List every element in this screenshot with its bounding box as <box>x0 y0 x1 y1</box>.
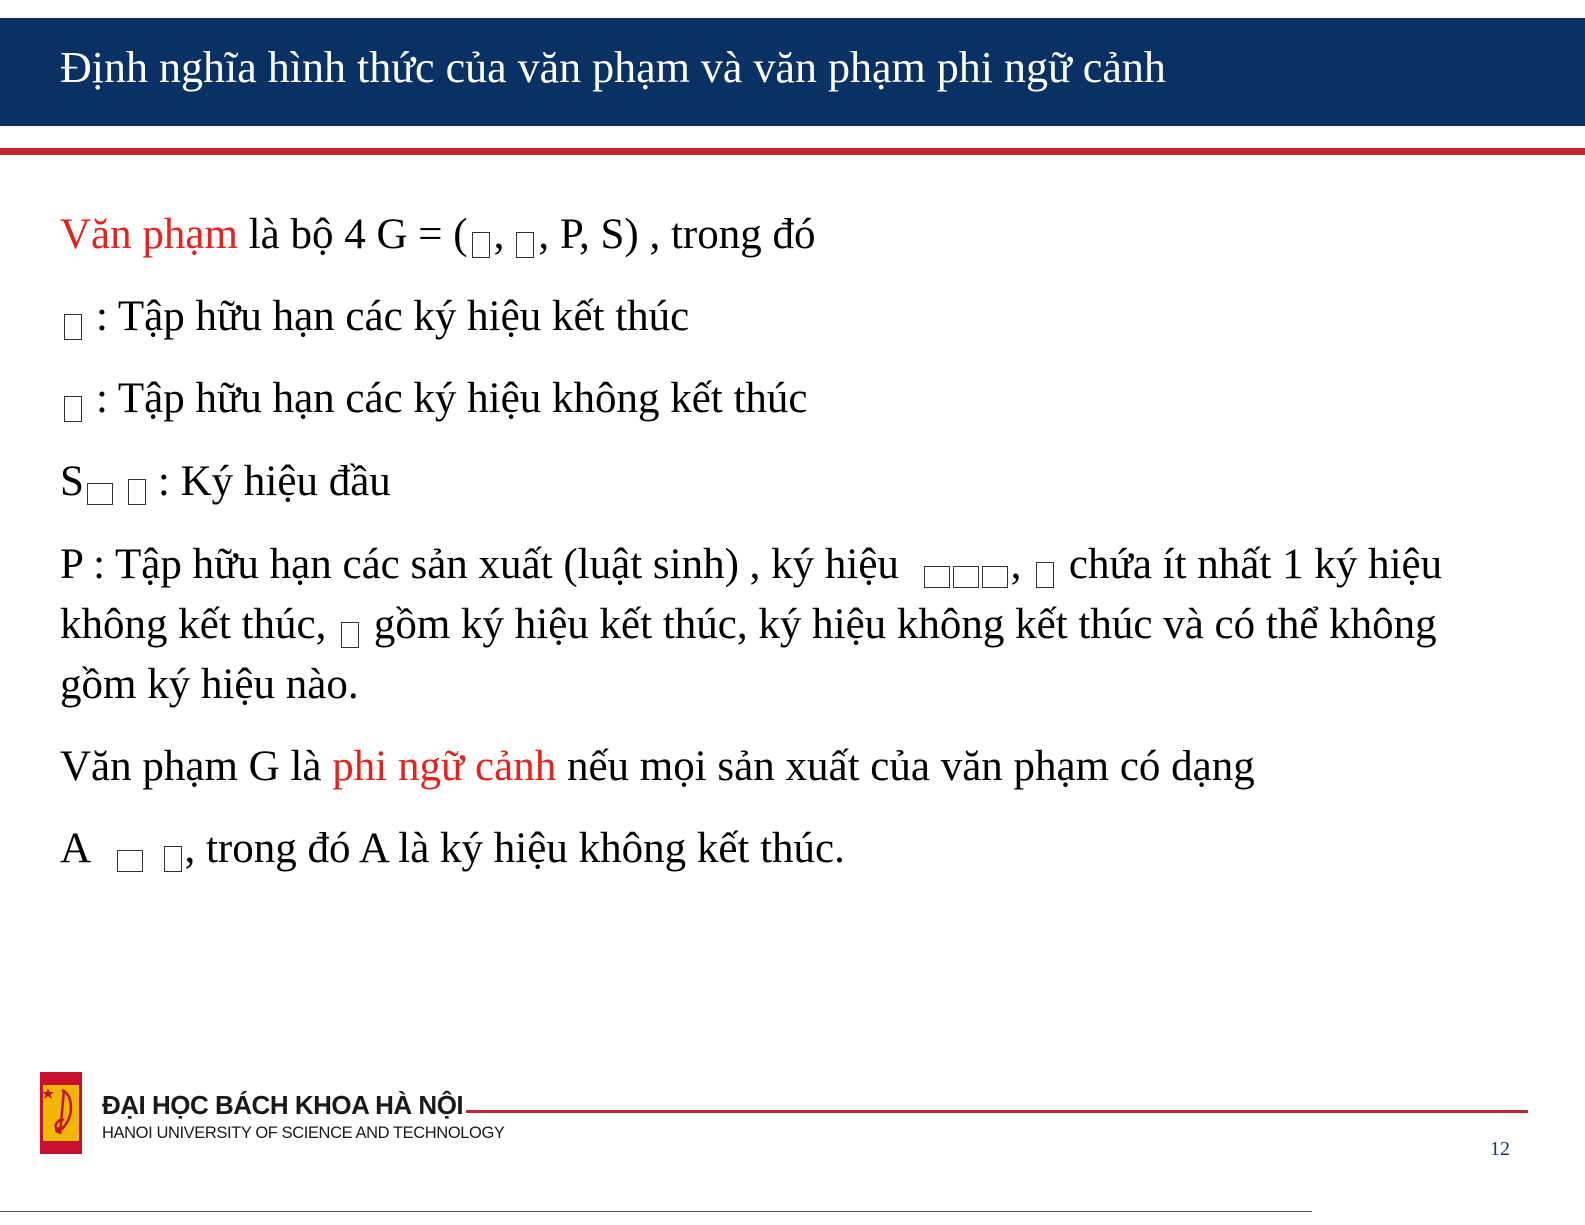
university-name-vn: ĐẠI HỌC BÁCH KHOA HÀ NỘI <box>102 1090 464 1120</box>
university-logo-icon <box>40 1072 82 1154</box>
footer-divider <box>466 1110 1528 1113</box>
missing-glyph-icon <box>128 479 146 505</box>
missing-glyph-icon <box>64 314 82 340</box>
context-free-text-2: nếu mọi sản xuất của văn phạm có dạng <box>556 743 1255 790</box>
context-free-text-1: Văn phạm G là <box>60 743 333 790</box>
missing-glyph-icon <box>953 566 979 588</box>
terminal-set-line <box>60 287 689 347</box>
missing-glyph-icon <box>117 850 143 872</box>
missing-glyph-icon <box>64 396 82 422</box>
context-free-line <box>60 737 1255 797</box>
bottom-divider <box>0 1211 1312 1212</box>
rule-form-line <box>60 819 845 879</box>
missing-glyph-icon <box>164 846 182 872</box>
definition-line <box>60 205 815 265</box>
missing-glyph-icon <box>982 566 1008 588</box>
missing-glyph-icon <box>472 232 490 258</box>
missing-glyph-icon <box>87 483 113 505</box>
rule-form-lead: A <box>60 825 100 872</box>
productions-text-1: P : Tập hữu hạn các sản xuất (luật sinh) , ký hiệu <box>60 541 910 588</box>
term-grammar: Văn phạm <box>60 211 238 258</box>
separator-text: , <box>493 211 505 258</box>
university-name-en: HANOI UNIVERSITY OF SCIENCE AND TECHNOLOGY <box>102 1124 505 1142</box>
definition-text: là bộ 4 G = ( <box>237 211 468 258</box>
missing-glyph-icon <box>924 566 950 588</box>
productions-text-3: chứa ít nhất 1 ký hiệu không kết thúc, <box>60 541 1443 648</box>
nonterminal-set-text: : Tập hữu hạn các ký hiệu không kết thúc <box>96 375 808 422</box>
missing-glyph-icon <box>516 232 534 258</box>
productions-text-4: gồm ký hiệu kết thúc, ký hiệu không kết thúc và có thể không gồm ký hiệu nào. <box>60 601 1437 708</box>
productions-paragraph <box>60 535 1520 715</box>
term-context-free: phi ngữ cảnh <box>332 743 557 790</box>
start-symbol-text: : Ký hiệu đầu <box>157 458 391 505</box>
missing-glyph-icon <box>341 622 359 648</box>
start-symbol-line <box>60 452 391 512</box>
page-number: 12 <box>1490 1138 1510 1160</box>
rule-form-text: , trong đó A là ký hiệu không kết thúc. <box>184 825 845 872</box>
definition-text-end: , P, S) , trong đó <box>538 211 816 258</box>
nonterminal-set-line <box>60 369 808 429</box>
header-divider <box>0 148 1585 155</box>
terminal-set-text: : Tập hữu hạn các ký hiệu kết thúc <box>96 293 690 340</box>
missing-glyph-icon <box>1036 562 1054 588</box>
slide-title: Định nghĩa hình thức của văn phạm và văn phạm phi ngữ cảnh <box>60 43 1166 92</box>
productions-text-2: , <box>1010 541 1033 588</box>
slide-header <box>0 18 1585 126</box>
start-symbol-lead: S <box>60 458 84 505</box>
